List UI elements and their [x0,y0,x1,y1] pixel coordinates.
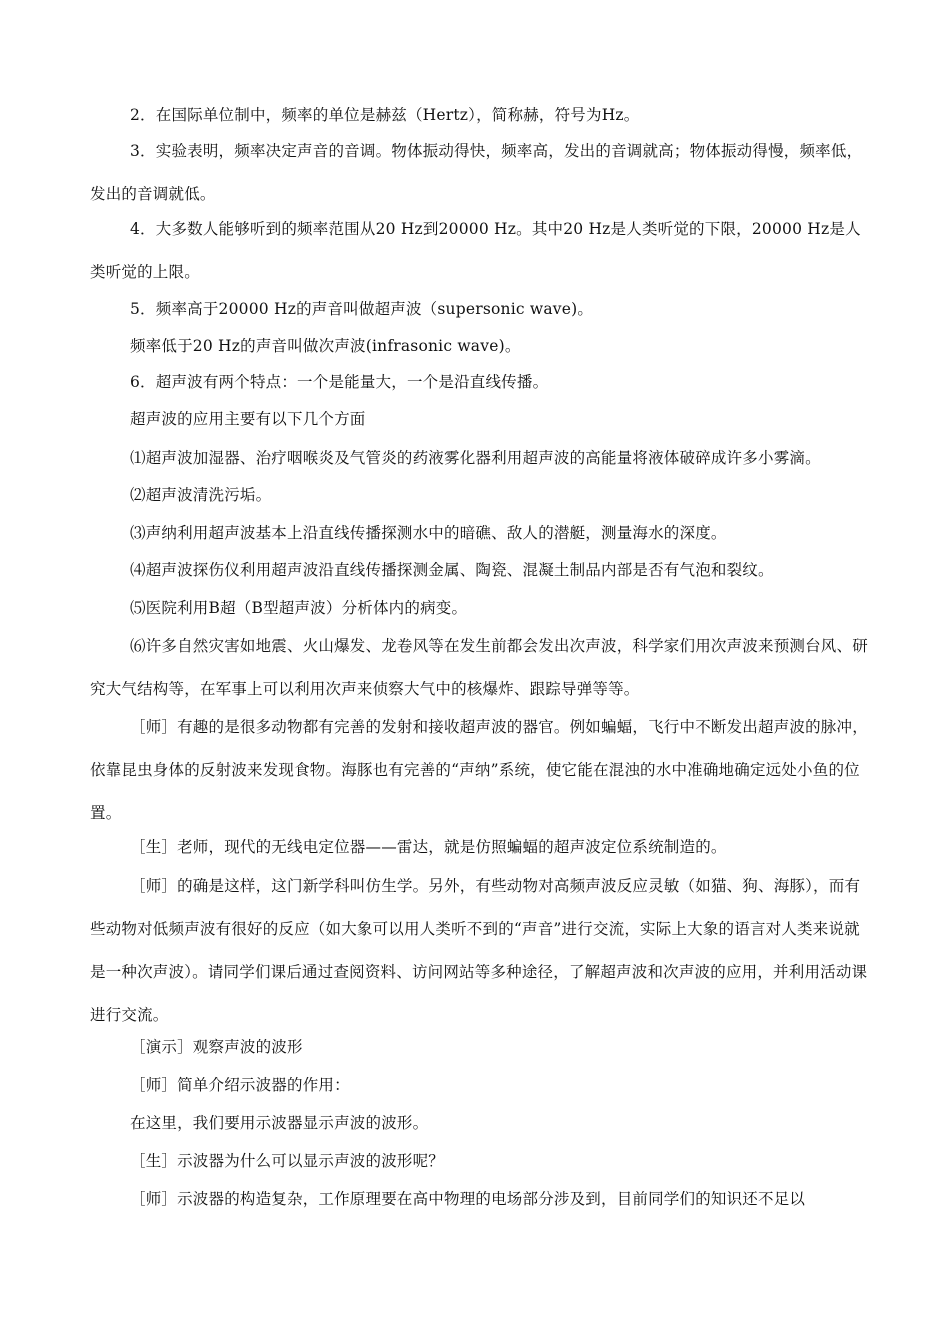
list-item: ⑶声纳利用超声波基本上沿直线传播探测水中的暗礁、敌人的潜艇，测量海水的深度。 [130,524,727,542]
list-item: ⑸医院利用B超（B型超声波）分析体内的病变。 [130,599,468,617]
paragraph-teacher-oscilloscope: ［师］简单介绍示波器的作用： [130,1076,350,1094]
paragraph-student-question: ［生］示波器为什么可以显示声波的波形呢？ [130,1152,445,1170]
paragraph-demo-waveform: ［演示］观察声波的波形 [130,1038,303,1056]
list-item: ⑵超声波清洗污垢。 [130,486,272,504]
list-item: ⑴超声波加湿器、治疗咽喉炎及气管炎的药液雾化器利用超声波的高能量将液体破碎成许多小雾滴。 [130,449,821,467]
paragraph-student-radar: ［生］老师，现代的无线电定位器——雷达，就是仿照蝙蝠的超声波定位系统制造的。 [130,838,727,856]
list-item: ⑹许多自然灾害如地震、火山爆发、龙卷风等在发生前都会发出次声波，科学家们用次声波来预测台风、研究大气结构等，在军事上可以利用次声来侦察大气中的核爆炸、跟踪导弹等等。 [90,637,868,698]
paragraph-pitch: 3．实验表明，频率决定声音的音调。物体振动得快，频率高，发出的音调就高；物体振动得慢，频率低，发出的音调就低。 [90,142,863,203]
paragraph-teacher-bionics: ［师］的确是这样，这门新学科叫仿生学。另外，有些动物对高频声波反应灵敏（如猫、狗、海豚），而有些动物对低频声波有很好的反应（如大象可以用人类听不到的“声音”进行交流，实际上大象的语言对人类来说就是一种次声波）。请同学们课后通过查阅资料、访问网站等多种途径，了解超声波和次声波的应用，并利用活动课进行交流。 [90,877,868,1024]
list-item: ⑷超声波探伤仪利用超声波沿直线传播探测金属、陶瓷、混凝土制品内部是否有气泡和裂纹。 [130,561,774,579]
paragraph-hearing-range: 4．大多数人能够听到的频率范围从20 Hz到20000 Hz。其中20 Hz是人类听觉的下限，20000 Hz是人类听觉的上限。 [90,220,861,281]
paragraph-ultrasound-definition: 5．频率高于20000 Hz的声音叫做超声波（supersonic wave)。 [130,300,594,318]
paragraph-applications-heading: 超声波的应用主要有以下几个方面 [130,410,366,428]
paragraph-frequency-unit: 2．在国际单位制中，频率的单位是赫兹（Hertz），简称赫，符号为Hz。 [130,106,640,124]
paragraph-teacher-explanation: ［师］示波器的构造复杂，工作原理要在高中物理的电场部分涉及到，目前同学们的知识还不足以 [130,1190,806,1208]
paragraph-display-waveform: 在这里，我们要用示波器显示声波的波形。 [130,1114,429,1132]
paragraph-infrasound-definition: 频率低于20 Hz的声音叫做次声波(infrasonic wave)。 [130,337,521,355]
paragraph-teacher-animals: ［师］有趣的是很多动物都有完善的发射和接收超声波的器官。例如蝙蝠，飞行中不断发出超声波的脉冲，依靠昆虫身体的反射波来发现食物。海豚也有完善的“声纳”系统，使它能在混浊的水中准确地确定远处小鱼的位置。 [90,718,868,822]
paragraph-ultrasound-features: 6．超声波有两个特点：一个是能量大，一个是沿直线传播。 [130,373,549,391]
